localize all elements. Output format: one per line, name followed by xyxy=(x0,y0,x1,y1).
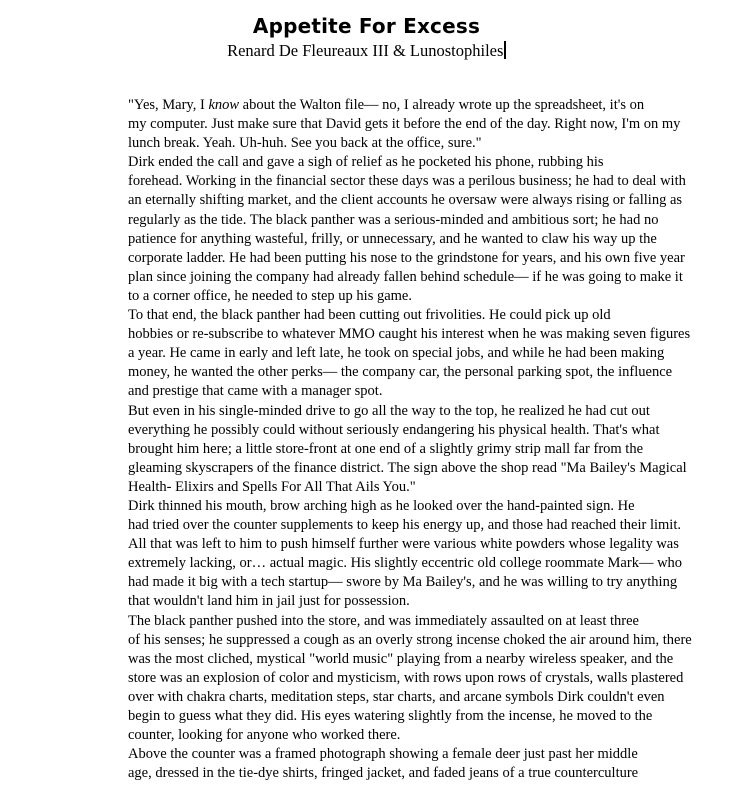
paragraph xyxy=(86,153,686,306)
text-line: and prestige that came with a manager spot. xyxy=(128,383,383,400)
text-cursor xyxy=(504,41,506,59)
text-line: a year. He came in early and left late, he took on special jobs, and while he had been making xyxy=(128,345,665,362)
text-line: over with chakra charts, meditation steps, star charts, and arcane symbols Dirk couldn't even xyxy=(128,688,665,705)
text-line: was the most cliched, mystical "world music" playing from a nearby wireless speaker, and the xyxy=(128,650,674,667)
paragraph xyxy=(86,402,687,497)
paragraph xyxy=(86,612,692,746)
text-line: had tried over the counter supplements to keep his energy up, and those had reached their limit. xyxy=(128,517,681,534)
text-line: regularly as the tide. The black panther was a serious-minded and ambitious sort; he had no xyxy=(128,211,659,228)
text-line: begin to guess what they did. His eyes watering slightly from the incense, he moved to the xyxy=(128,708,653,724)
paragraph xyxy=(86,745,650,783)
paragraph xyxy=(86,96,681,153)
text-line: Dirk thinned his mouth, brow arching high as he looked over the hand-painted sign. He xyxy=(128,497,635,514)
text-line: extremely lacking, or… actual magic. His slightly eccentric old college roommate Mark— who xyxy=(128,555,683,572)
text-line: But even in his single-minded drive to go all the way to the top, he realized he had cut out xyxy=(128,402,650,419)
text-line: Above the counter was a framed photograph showing a female deer just past her middle xyxy=(128,746,638,763)
text-line: lunch break. Yeah. Uh-huh. See you back at the office, sure." xyxy=(128,135,482,152)
text-line: corporate ladder. He had been putting his nose to the grindstone for years, and his own five year xyxy=(128,249,685,266)
text-line: counter, looking for anyone who worked there. xyxy=(128,727,401,744)
text-line: plan since joining the company had already fallen behind schedule— if he was going to make it xyxy=(128,268,683,285)
text-line: had made it big with a tech startup— swore by Ma Bailey's, and he was willing to try anything xyxy=(128,574,678,591)
paragraph xyxy=(86,306,691,401)
line-segment: about the Walton file— no, I already wrote up the spreadsheet, it's on xyxy=(239,97,645,113)
text-line: hobbies or re-subscribe to whatever MMO caught his interest when he was making seven figures xyxy=(128,326,691,343)
emphasis-text: know xyxy=(208,97,240,113)
text-line: patience for anything wasteful, frilly, or unnecessary, and he wanted to claw his way up the xyxy=(128,230,657,247)
text-line: an eternally shifting market, and the client accounts he oversaw were always rising or falling as xyxy=(128,192,683,209)
text-line: money, he wanted the other perks— the company car, the personal parking spot, the influence xyxy=(128,364,673,381)
document-authors[interactable] xyxy=(0,41,733,61)
text-line: forehead. Working in the financial sector these days was a perilous business; he had to deal with xyxy=(128,173,686,190)
text-line: that wouldn't land him in jail just for possession. xyxy=(128,593,410,610)
text-line: The black panther pushed into the store, and was immediately assaulted on at least three xyxy=(128,612,639,629)
text-line: everything he possibly could without seriously endangering his physical health. That's what xyxy=(128,421,660,438)
text-line xyxy=(86,96,650,115)
text-line: age, dressed in the tie-dye shirts, fringed jacket, and faded jeans of a true counterculture xyxy=(128,765,639,782)
text-line: my computer. Just make sure that David gets it before the end of the day. Right now, I'm on my xyxy=(128,116,681,133)
paragraph xyxy=(86,497,683,612)
text-line: To that end, the black panther had been cutting out frivolities. He could pick up old xyxy=(128,307,611,324)
document-body[interactable] xyxy=(86,96,692,783)
document-title: Appetite For Excess xyxy=(252,14,481,38)
authors-text: Renard De Fleureaux III & Lunostophiles xyxy=(227,41,504,60)
text-line: All that was left to him to push himself further were various white powders whose legality was xyxy=(128,536,679,553)
line-segment: "Yes, Mary, I xyxy=(128,97,209,113)
text-line: to a corner office, he needed to step up his game. xyxy=(128,287,412,304)
text-line: Health- Elixirs and Spells For All That Ails You." xyxy=(128,478,416,495)
text-line: store was an explosion of color and mysticism, with rows upon rows of crystals, walls plastered xyxy=(128,669,684,686)
text-line: gleaming skyscrapers of the finance district. The sign above the shop read "Ma Bailey's Magical xyxy=(128,459,687,476)
text-line: brought him here; a little store-front at one end of a slightly grimy strip mall far from the xyxy=(128,440,644,457)
text-line: Dirk ended the call and gave a sigh of relief as he pocketed his phone, rubbing his xyxy=(128,154,604,171)
text-line: of his senses; he suppressed a cough as an overly strong incense choked the air around him, there xyxy=(128,631,692,648)
